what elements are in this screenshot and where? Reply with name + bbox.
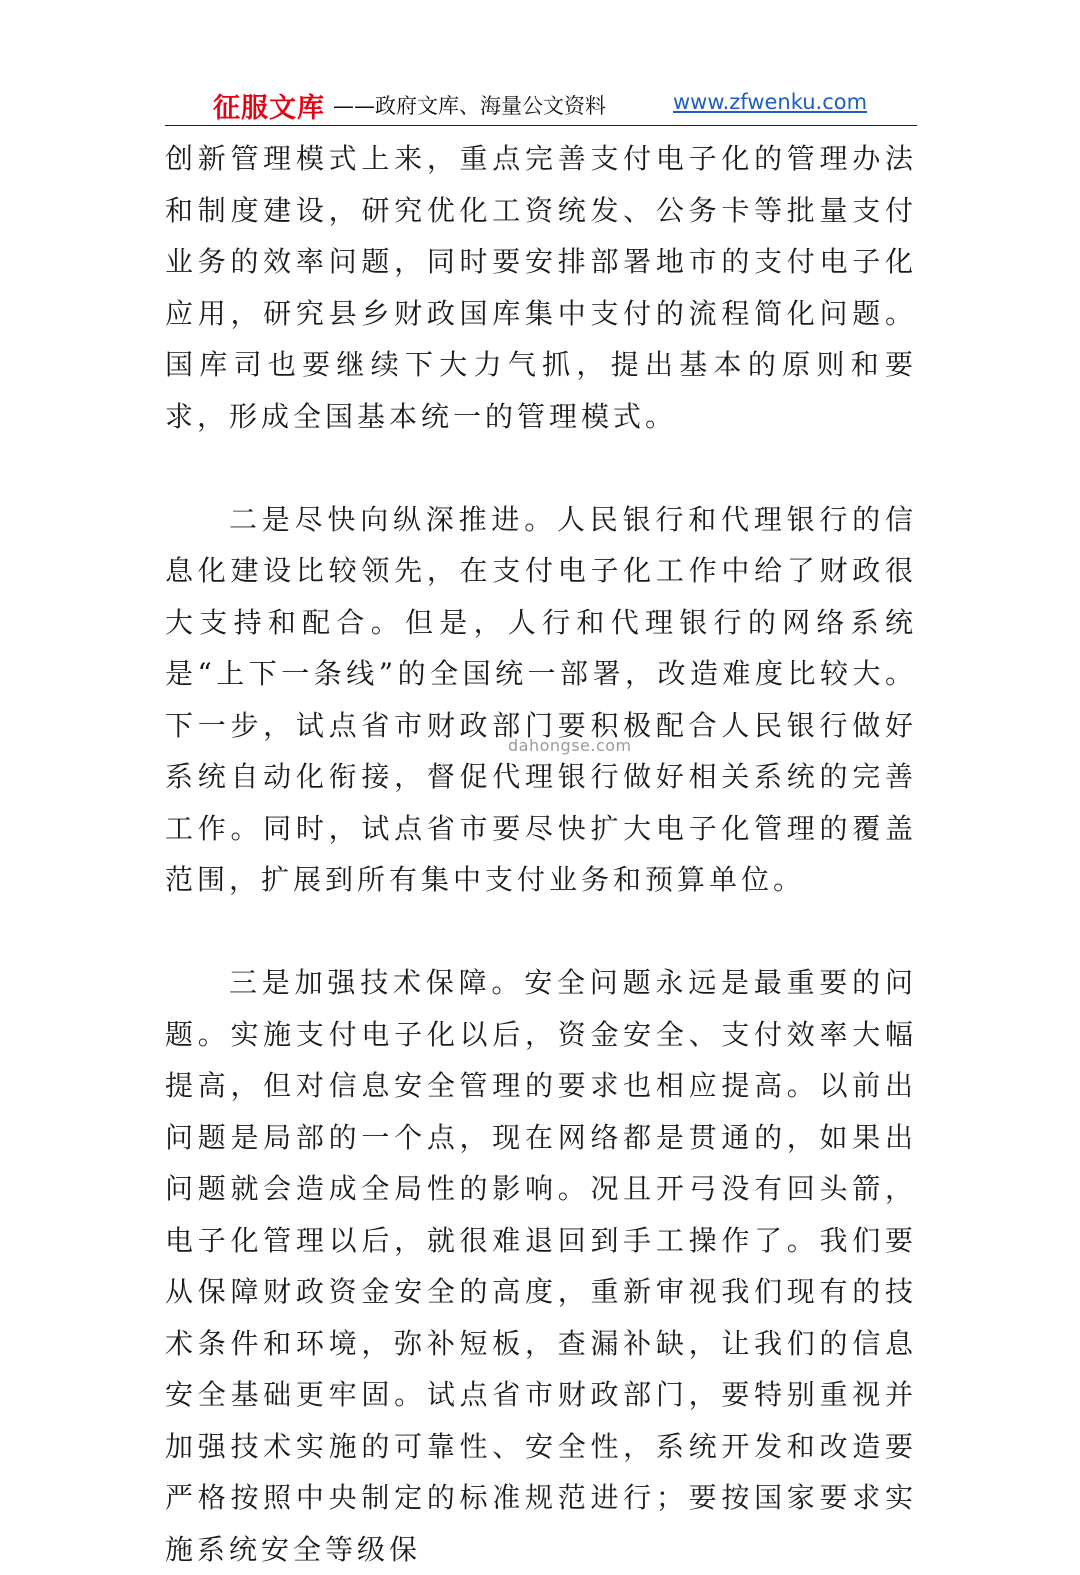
watermark-text: dahongse.com: [508, 736, 632, 755]
paragraph-continuation: 创新管理模式上来，重点完善支付电子化的管理办法和制度建设，研究优化工资统发、公务卡等批量支付业务的效率问题，同时要安排部署地市的支付电子化应用，研究县乡财政国库集中支付的流程简化问题。国库司也要继续下大力气抓，提出基本的原则和要求，形成全国基本统一的管理模式。: [165, 142, 917, 433]
header-divider: [165, 125, 917, 126]
header-tagline: ——政府文库、海量公文资料: [333, 94, 606, 118]
header-website-link[interactable]: www.zfwenku.com: [673, 90, 868, 114]
paragraph-point-three: 三是加强技术保障。安全问题永远是最重要的问题。实施支付电子化以后，资金安全、支付效率大幅提高，但对信息安全管理的要求也相应提高。以前出问题是局部的一个点，现在网络都是贯通的，如果出问题就会造成全局性的影响。况且开弓没有回头箭，电子化管理以后，就很难退回到手工操作了。我们要从保障财政资金安全的高度，重新审视我们现有的技术条件和环境，弥补短板，查漏补缺，让我们的信息安全基础更牢固。试点省市财政部门，要特别重视并加强技术实施的可靠性、安全性，系统开发和改造要严格按照中央制定的标准规范进行；要按国家要求实施系统安全等级保: [165, 966, 917, 1566]
brand-logo-text: 征服文库: [213, 93, 325, 124]
page-header: [165, 82, 917, 124]
paragraph-point-two: 二是尽快向纵深推进。人民银行和代理银行的信息化建设比较领先，在支付电子化工作中给了财政很大支持和配合。但是，人行和代理银行的网络系统是“上下一条线”的全国统一部署，改造难度比较大。下一步，试点省市财政部门要积极配合人民银行做好系统自动化衔接，督促代理银行做好相关系统的完善工作。同时，试点省市要尽快扩大电子化管理的覆盖范围，扩展到所有集中支付业务和预算单位。: [165, 502, 917, 896]
paragraph-gap: [165, 442, 917, 494]
paragraph-gap: [165, 906, 917, 958]
document-body: [165, 133, 917, 1575]
